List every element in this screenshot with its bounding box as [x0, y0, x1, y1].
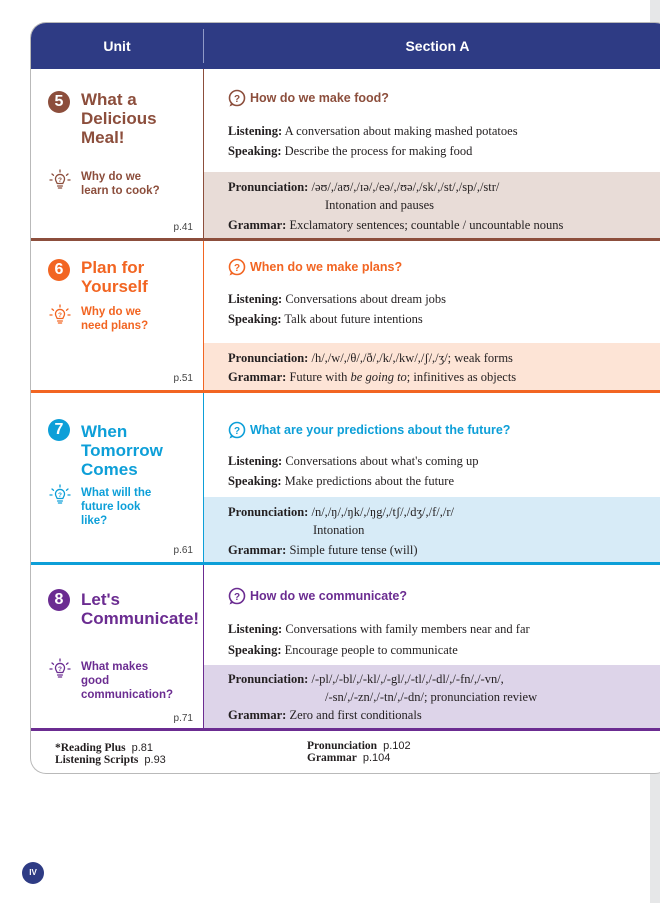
unit-8-row[interactable] [31, 565, 660, 731]
unit-8-pronunciation [228, 672, 504, 687]
unit-7-question-line: future look [81, 501, 141, 513]
unit-8-question-line: good [81, 675, 110, 687]
footer-label: *Reading Plus [55, 742, 126, 754]
unit-5-page[interactable]: p.41 [173, 222, 193, 233]
footer-page: p.102 [383, 740, 411, 752]
pronunciation-label: Pronunciation: [228, 351, 309, 365]
grammar-label: Grammar: [228, 370, 287, 384]
unit-5-pronunciation [228, 180, 499, 195]
footer-left [55, 742, 166, 766]
grammar-text: Future with [289, 370, 351, 384]
unit-6-number: 6 [48, 259, 70, 281]
listening-label: Listening: [228, 124, 283, 138]
unit-6-question-line: Why do we [81, 306, 142, 318]
unit-7-question [81, 486, 151, 528]
unit-7-question-line: What will the [81, 487, 152, 499]
unit-8-title-line: Communicate! [81, 609, 200, 628]
unit-7-topic [228, 423, 510, 437]
unit-7-listening [228, 454, 479, 469]
unit-6-row[interactable] [31, 241, 660, 393]
unit-7-grammar [228, 543, 418, 558]
unit-8-rule [31, 728, 660, 731]
footer-label: Listening Scripts [55, 754, 139, 766]
listening-text: Conversations with family members near and far [285, 622, 530, 636]
unit-6-pronunciation [228, 351, 513, 366]
unit-8-grammar [228, 708, 422, 723]
footer-page: p.81 [131, 742, 154, 754]
unit-5-row[interactable] [31, 69, 660, 241]
unit-8-title [81, 590, 199, 628]
grammar-text: Simple future tense (will) [289, 543, 418, 557]
unit-6-band [204, 343, 660, 391]
speaking-text: Encourage people to communicate [284, 643, 458, 657]
footer-listening-scripts[interactable] [55, 754, 166, 766]
unit-8-question [81, 660, 173, 702]
lightbulb-question-icon [49, 304, 71, 326]
unit-7-page[interactable]: p.61 [173, 545, 193, 556]
unit-8-listening [228, 622, 530, 637]
pronunciation-label: Pronunciation: [228, 672, 309, 686]
speaking-label: Speaking: [228, 144, 282, 158]
unit-5-question-line: learn to cook? [81, 185, 160, 197]
svg-text:?: ? [233, 425, 241, 437]
contents-table [30, 22, 660, 774]
svg-text:?: ? [58, 492, 62, 499]
listening-label: Listening: [228, 622, 283, 636]
svg-text:?: ? [233, 591, 241, 603]
unit-7-number: 7 [48, 419, 70, 441]
unit-8-page[interactable]: p.71 [173, 713, 193, 724]
footer-reading-plus[interactable] [55, 742, 166, 754]
unit-7-topic-text: What are your predictions about the future? [250, 423, 511, 437]
unit-6-topic [228, 260, 402, 274]
unit-6-listening [228, 292, 446, 307]
unit-7-title [81, 422, 163, 479]
unit-6-question [81, 305, 148, 333]
grammar-label: Grammar: [228, 218, 287, 232]
unit-5-number: 5 [48, 91, 70, 113]
unit-8-title-line: Let's [81, 590, 120, 609]
unit-6-title-line: Yourself [81, 277, 148, 296]
unit-6-title-line: Plan for [81, 258, 145, 277]
listening-label: Listening: [228, 292, 283, 306]
unit-8-topic-text: How do we communicate? [250, 589, 407, 603]
footer-label: Pronunciation [307, 740, 378, 752]
footer-label: Grammar [307, 752, 357, 764]
unit-6-grammar [228, 370, 516, 385]
footer-page: p.93 [144, 754, 166, 766]
speaking-label: Speaking: [228, 312, 282, 326]
unit-8-band [204, 665, 660, 728]
listening-label: Listening: [228, 454, 283, 468]
lightbulb-question-icon [49, 658, 71, 680]
pronunciation-label: Pronunciation: [228, 180, 309, 194]
pronunciation-label: Pronunciation: [228, 505, 309, 519]
svg-text:?: ? [58, 312, 62, 319]
lightbulb-question-icon [49, 169, 71, 191]
pronunciation-text-2: Intonation and pauses [325, 198, 435, 212]
unit-6-page[interactable]: p.51 [173, 373, 193, 384]
footer-page: p.104 [362, 752, 391, 764]
unit-5-speaking [228, 144, 472, 159]
unit-8-question-line: communication? [81, 689, 174, 701]
unit-7-pronunciation [228, 505, 454, 520]
unit-5-question-line: Why do we [81, 171, 142, 183]
unit-7-info [31, 393, 203, 565]
svg-text:?: ? [58, 177, 62, 184]
unit-7-question-line: like? [81, 515, 108, 527]
grammar-text: Exclamatory sentences; countable / uncountable nouns [289, 218, 564, 232]
unit-5-topic [228, 91, 389, 105]
speaking-text: Make predictions about the future [284, 474, 455, 488]
unit-8-info [31, 565, 203, 731]
unit-8-speaking [228, 643, 458, 658]
unit-5-title [81, 90, 157, 147]
pronunciation-text: /əʊ/,/aʊ/,/ɪə/,/eə/,/ʊə/,/sk/,/st/,/sp/,/str/ [311, 180, 500, 194]
listening-text: Conversations about what's coming up [285, 454, 479, 468]
page-number: IV [22, 862, 44, 884]
grammar-label: Grammar: [228, 543, 287, 557]
unit-6-title [81, 258, 148, 296]
pronunciation-text-2: /-sn/,/-zn/,/-tn/,/-dn/; pronunciation review [325, 690, 538, 704]
pronunciation-text: /n/,/ŋ/,/ŋk/,/ŋg/,/tʃ/,/dʒ/,/f/,/r/ [311, 505, 454, 519]
listening-text: A conversation about making mashed potatoes [284, 124, 518, 138]
unit-8-topic [228, 589, 407, 603]
unit-5-question [81, 170, 160, 198]
unit-5-section-a [204, 69, 660, 241]
unit-8-question-line: What makes [81, 661, 149, 673]
unit-5-title-line: Delicious [81, 109, 157, 128]
unit-7-row[interactable] [31, 393, 660, 565]
question-bubble-icon [227, 586, 247, 606]
unit-6-info [31, 241, 203, 393]
pronunciation-text: /h/,/w/,/θ/,/ð/,/k/,/kw/,/ʃ/,/ʒ/; weak forms [311, 351, 513, 365]
unit-7-section-a [204, 393, 660, 565]
unit-5-band [204, 172, 660, 238]
header-section-a: Section A [405, 38, 470, 54]
unit-7-title-line: Tomorrow [81, 441, 163, 460]
svg-text:?: ? [233, 262, 241, 274]
speaking-text: Talk about future intentions [284, 312, 423, 326]
unit-6-question-line: need plans? [81, 320, 149, 332]
speaking-text: Describe the process for making food [284, 144, 473, 158]
question-bubble-icon [227, 88, 247, 108]
footer-pronunciation[interactable] [307, 740, 411, 752]
unit-5-grammar [228, 218, 563, 233]
footer-right [307, 740, 411, 764]
speaking-label: Speaking: [228, 643, 282, 657]
grammar-text-end: ; infinitives as objects [406, 370, 517, 384]
unit-8-number: 8 [48, 589, 70, 611]
unit-7-speaking [228, 474, 454, 489]
unit-7-title-line: When [81, 422, 128, 441]
unit-5-topic-text: How do we make food? [250, 91, 389, 105]
pronunciation-text-2: Intonation [313, 523, 365, 537]
svg-text:?: ? [58, 666, 62, 673]
svg-text:?: ? [233, 93, 241, 105]
listening-text: Conversations about dream jobs [285, 292, 447, 306]
unit-5-title-line: Meal! [81, 128, 125, 147]
grammar-label: Grammar: [228, 708, 287, 722]
unit-5-title-line: What a [81, 90, 137, 109]
unit-7-band [204, 497, 660, 563]
grammar-text: Zero and first conditionals [289, 708, 422, 722]
unit-5-listening [228, 124, 518, 139]
grammar-emphasis: be going to [350, 370, 407, 384]
lightbulb-question-icon [49, 484, 71, 506]
unit-7-title-line: Comes [81, 460, 138, 479]
unit-6-speaking [228, 312, 423, 327]
unit-8-section-a [204, 565, 660, 731]
unit-6-topic-text: When do we make plans? [250, 260, 403, 274]
unit-6-section-a [204, 241, 660, 393]
pronunciation-text: /-pl/,/-bl/,/-kl/,/-gl/,/-tl/,/-dl/,/-fn/,/-vn/, [311, 672, 504, 686]
header-unit: Unit [103, 38, 131, 54]
unit-5-info [31, 69, 203, 241]
footer-grammar[interactable] [307, 752, 411, 764]
question-bubble-icon [227, 257, 247, 277]
question-bubble-icon [227, 420, 247, 440]
speaking-label: Speaking: [228, 474, 282, 488]
table-header [31, 23, 660, 69]
